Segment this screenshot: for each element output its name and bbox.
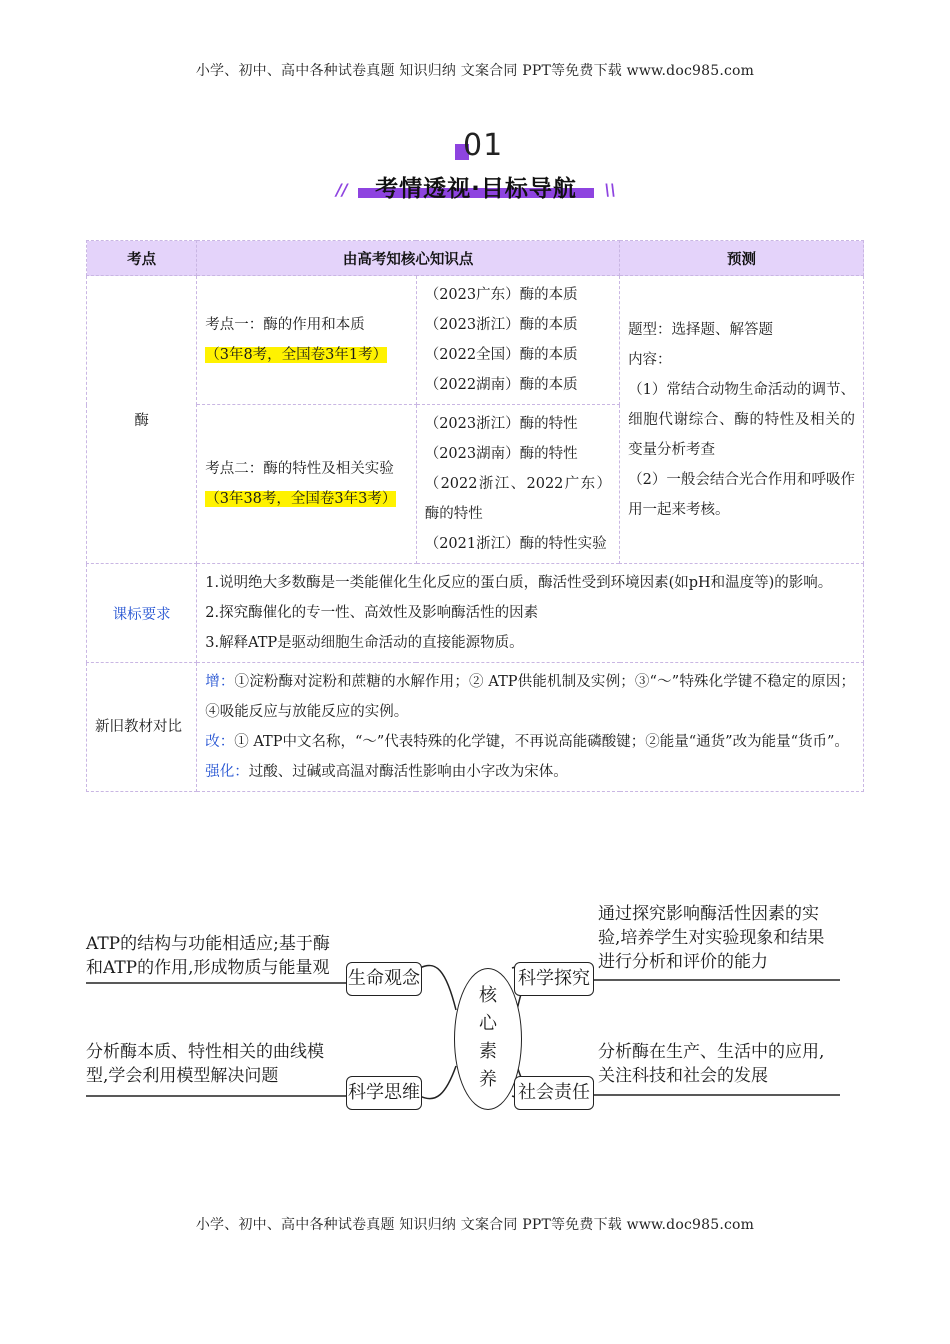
- list-item: （2022全国）酶的本质: [424, 347, 578, 363]
- point1-years: [416, 276, 619, 405]
- point1-stat: [205, 340, 407, 370]
- prediction-content-label: 内容：: [628, 351, 672, 368]
- topic-cell: 酶: [87, 276, 197, 564]
- curriculum-cell: [197, 564, 864, 663]
- compare-label: 新旧教材对比: [87, 663, 197, 792]
- connector-life: [420, 965, 456, 1010]
- scientific-inquiry-box: 科学探究: [514, 962, 594, 996]
- curriculum-label: 课标要求: [87, 564, 197, 663]
- section-number: [455, 128, 505, 168]
- life-text: [86, 932, 330, 980]
- social-text-line-2: 关注科技和社会的发展: [598, 1066, 768, 1086]
- table-row: [87, 276, 864, 405]
- thinking-text-line-2: 型,学会利用模型解决问题: [86, 1066, 279, 1086]
- list-item: （2022湖南）酶的本质: [424, 377, 578, 393]
- core-char-2: 心: [479, 1013, 497, 1034]
- core-literacy-diagram: [84, 890, 844, 1130]
- core-char-1: 核: [479, 985, 497, 1006]
- title-slash-left: //: [336, 180, 348, 199]
- page-footer: 小学、初中、高中各种试卷真题 知识归纳 文案合同 PPT等免费下载 www.doc985.com: [195, 1217, 755, 1233]
- social-text: [598, 1040, 824, 1088]
- compare-cell: [197, 663, 864, 792]
- point1-cell: [197, 276, 416, 405]
- compare-change-label: 改：: [205, 734, 235, 750]
- exam-analysis-table: [86, 240, 864, 792]
- point1-stat-text: （3年8考，全国卷3年1考）: [205, 347, 388, 363]
- compare-add: [205, 667, 855, 727]
- table-header-row: [87, 241, 864, 276]
- title-slash-right: \\: [604, 180, 616, 199]
- table-row: [87, 564, 864, 663]
- point2-stat: [205, 484, 407, 514]
- compare-strengthen: [205, 757, 855, 787]
- curriculum-item-2: 2.探究酶催化的专一性、高效性及影响酶活性的因素: [205, 605, 539, 621]
- prediction-cell: [620, 276, 864, 564]
- thinking-text-line-1: 分析酶本质、特性相关的曲线模: [86, 1042, 324, 1062]
- point2-years: [416, 405, 619, 564]
- table-row: [87, 663, 864, 792]
- compare-add-label: 增：: [205, 674, 235, 690]
- point2-stat-text: （3年38考，全国卷3年3考）: [205, 491, 397, 507]
- compare-change: [205, 727, 855, 757]
- list-item: （2023浙江）酶的特性: [424, 416, 578, 432]
- life-concept-box: 生命观念: [346, 962, 422, 996]
- life-text-line-1: ATP的结构与功能相适应;基于酶: [86, 934, 330, 954]
- list-item: （2022浙江、2022广东）酶的特性: [424, 476, 612, 522]
- life-text-line-2: 和ATP的作用,形成物质与能量观: [86, 958, 330, 978]
- curriculum-item-3: 3.解释ATP是驱动细胞生命活动的直接能源物质。: [205, 635, 524, 651]
- explore-text-line-1: 通过探究影响酶活性因素的实: [598, 904, 819, 924]
- compare-change-text: ① ATP中文名称，“～”代表特殊的化学键，不再说高能磷酸键；②能量“通货”改为能量“货币”。: [234, 734, 849, 750]
- prediction-item-1: （1）常结合动物生命活动的调节、细胞代谢综合、酶的特性及相关的变量分析考查: [628, 381, 855, 458]
- section-title: [336, 170, 616, 204]
- explore-text: [598, 902, 824, 974]
- thinking-text: [86, 1040, 324, 1088]
- section-number-text: 01: [463, 128, 504, 163]
- prediction-item-2: （2）一般会结合光合作用和呼吸作用一起来考核。: [628, 471, 855, 518]
- core-char-3: 素: [479, 1041, 497, 1062]
- compare-strengthen-text: 过酸、过碱或高温对酶活性影响由小字改为宋体。: [248, 764, 568, 780]
- point2-cell: [197, 405, 416, 564]
- page-header: 小学、初中、高中各种试卷真题 知识归纳 文案合同 PPT等免费下载 www.doc985.com: [195, 63, 755, 79]
- core-literacy-oval: [454, 968, 522, 1110]
- col-header-knowledge: 由高考知核心知识点: [197, 241, 620, 276]
- explore-text-line-2: 验,培养学生对实验现象和结果: [598, 928, 825, 948]
- col-header-prediction: 预测: [620, 241, 864, 276]
- compare-strengthen-label: 强化：: [205, 764, 249, 780]
- prediction-type: 题型：选择题、解答题: [628, 321, 774, 338]
- section-title-text: 考情透视·目标导航: [375, 176, 577, 202]
- explore-text-line-3: 进行分析和评价的能力: [598, 952, 768, 972]
- connector-thinking: [420, 1066, 456, 1099]
- list-item: （2023湖南）酶的特性: [424, 446, 578, 462]
- social-text-line-1: 分析酶在生产、生活中的应用,: [598, 1042, 825, 1062]
- curriculum-item-1: 1.说明绝大多数酶是一类能催化生化反应的蛋白质，酶活性受到环境因素(如pH和温度等)的影响。: [205, 575, 833, 591]
- compare-add-text: ①淀粉酶对淀粉和蔗糖的水解作用；② ATP供能机制及实例；③“～”特殊化学键不稳定的原因；④吸能反应与放能反应的实例。: [205, 674, 855, 720]
- col-header-topic: 考点: [87, 241, 197, 276]
- scientific-thinking-box: 科学思维: [346, 1076, 422, 1110]
- core-char-4: 养: [479, 1069, 497, 1090]
- social-responsibility-box: 社会责任: [514, 1076, 594, 1110]
- list-item: （2023浙江）酶的本质: [424, 317, 578, 333]
- list-item: （2021浙江）酶的特性实验: [424, 536, 607, 552]
- list-item: （2023广东）酶的本质: [424, 287, 578, 303]
- point1-title: 考点一：酶的作用和本质: [205, 317, 365, 333]
- point2-title: 考点二：酶的特性及相关实验: [205, 461, 394, 477]
